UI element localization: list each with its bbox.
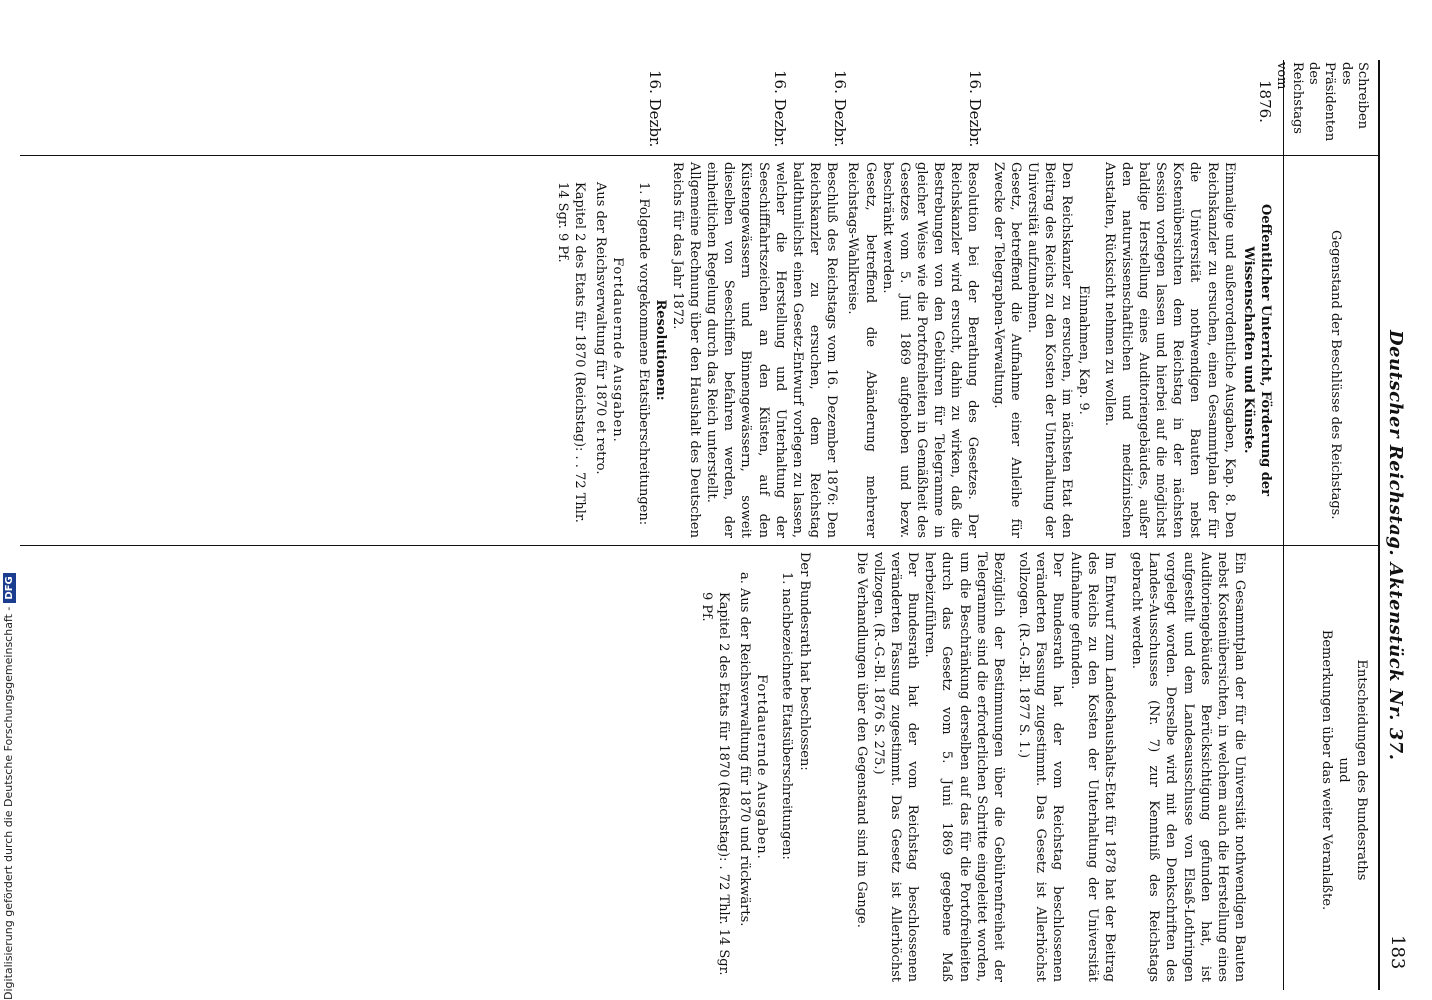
right-para-4: Bezüglich der Bestimmungen über die Gebührenfreiheit der Telegramme sind die erforderlichen Schritte eingeleitet worden, um die Beschränkung derselben auf das für die Portofreiheiten durch das Gesetz vom 5. Juni 1869 gegebene Maß herbeizuführen.	[922, 552, 1006, 982]
page-title: Deutscher Reichstag. Aktenstück Nr. 37.	[1385, 330, 1406, 761]
right-para-9: a. Aus der Reichsverwaltung für 1870 und rückwärts.	[737, 572, 753, 927]
header-rule	[1283, 60, 1284, 990]
middle-para-2: Den Reichskanzler zu ersuchen, im nächsten Etat den Beitrag des Reichs zu den Kosten der Unterhaltung der Universität aufzunehmen.	[1024, 162, 1075, 538]
middle-para-9: Aus der Reichsverwaltung für 1870 et retro.	[593, 182, 609, 475]
page-number: 183	[1387, 935, 1408, 970]
middle-heading-3: Resolutionen:	[652, 299, 668, 401]
col-header-3: Entscheidungen des Bundesraths und Bemerkungen über das weiter Veranlaßte.	[1318, 629, 1369, 911]
date-entry-1: 16. Dezbr.	[966, 70, 984, 148]
top-rule	[1378, 60, 1380, 990]
year-label: 1876.	[1256, 80, 1274, 123]
right-para-1: Ein Gesammtplan der für die Universität nothwendigen Bauten nebst Kostenübersichten, in welchem auch die Herstellung eines Auditoriengebäudes Berücksichtigung gefunden hat, ist aufgestellt und dem Landesausschusse von Elsaß-Lothringen vorgelegt worden. Derselbe wird mit den Denkschriften des Landes-Ausschusses (Nr. 7) zur Kenntniß des Reichstags gebracht werden.	[1129, 552, 1247, 982]
date-entry-4: 16. Dezbr.	[646, 70, 664, 148]
right-para-10: Kapitel 2 des Etats für 1870 (Reichstag): . 72 Thlr. 14 Sgr. 9 Pf.	[698, 592, 731, 976]
col-header-2: Gegenstand der Beschlüsse des Reichstags.	[1328, 230, 1343, 520]
middle-heading-2: Einnahmen, Kap. 9.	[1076, 285, 1092, 415]
middle-para-4: Resolution bei der Berathung des Gesetzes. Der Reichskanzler wird ersucht, dahin zu wirken, daß die Bestrebungen von den Gebühren für Telegramme in gleicher Weise wie die Portofreiheiten in Gemäßheit des Gesetzes vom 5. Juni 1869 aufgehoben und bezw. beschränkt werden.	[879, 162, 981, 538]
right-column	[698, 552, 1274, 982]
middle-para-6: Beschluß des Reichstags vom 16. Dezember 1876: Den Reichskanzler zu ersuchen, dem Reichstag baldthunlichst einen Gesetz-Entwurf vorlegen zu lassen, welcher die Herstellung und Unterhaltung der Seeschifffahrtszeichen an den Küsten, auf den Küstengewässern und Binnengewässern, soweit dieselben von Seeschiffen befahren werden, der einheitlichen Regelung durch das Reich unterstellt.	[704, 162, 840, 538]
middle-heading-4: Fortdauernde Ausgaben.	[610, 257, 626, 443]
middle-heading-1: Oeffentlicher Unterricht, Förderung der Wissenschaften und Künste.	[1240, 204, 1273, 496]
right-para-3: Der Bundesrath hat der vom Reichstag beschlossenen veränderten Fassung zugestimmt. Das Gesetz ist Allerhöchst vollzogen. (R.-G.-Bl. 1877 S. 1.)	[1016, 552, 1066, 982]
dfg-logo: DFG	[3, 573, 16, 602]
middle-para-1: Einmalige und außerordentliche Ausgaben, Kap. 8. Den Reichskanzler zu ersuchen, einen Gesammtplan der für die Universität nothwendigen Bauten nebst Kostenübersichten dem Reichstag in der nächsten Session vorlegen lassen und hierbei auf die möglichst baldige Herstellung eines Auditoriengebäudes, außer den naturwissenschaftlichen und medizinischen Anstalten, Rücksicht nehmen zu wollen.	[1101, 162, 1237, 538]
right-para-8: 1. nachbezeichnete Etatsüberschreitungen:	[779, 572, 795, 860]
middle-column	[554, 162, 1274, 538]
right-para-6: Die Verhandlungen über den Gegenstand sind im Gange.	[853, 552, 869, 928]
middle-para-10: Kapitel 2 des Etats für 1870 (Reichstag): . . 72 Thlr. 14 Sgr. 9 Pf.	[554, 182, 588, 523]
middle-para-7: Allgemeine Rechnung über den Haushalt des Deutschen Reichs für das Jahr 1872.	[669, 162, 702, 538]
col-divider-1	[20, 155, 1380, 156]
footer-text: Digitalisierung gefördert durch die Deutsche Forschungsgemeinschaft -	[2, 606, 15, 1000]
col-header-1: Schreiben des Präsidenten des Reichstags vom	[1273, 62, 1370, 142]
right-heading-1: Fortdauernde Ausgaben.	[754, 674, 770, 860]
digitization-footer	[2, 0, 22, 1000]
right-para-5: Der Bundesrath hat der vom Reichstag beschlossenen veränderten Fassung zugestimmt. Das Gesetz ist Allerhöchst vollzogen. (R.-G.-Bl. 1876 S. 275.)	[870, 552, 921, 982]
col-divider-2	[20, 545, 1380, 546]
right-para-7: Der Bundesrath hat beschlossen:	[796, 552, 812, 771]
middle-para-5: Gesetz, betreffend die Abänderung mehrerer Reichstags-Wahlkreise.	[845, 162, 878, 538]
date-entry-3: 16. Dezbr.	[771, 70, 789, 148]
middle-para-8: 1. Folgende vorgekommene Etatsüberschreitungen:	[635, 182, 651, 526]
middle-para-3: Gesetz, betreffend die Aufnahme einer Anleihe für Zwecke der Telegraphen-Verwaltung.	[990, 162, 1023, 538]
right-para-2: Im Entwurf zum Landeshaushalts-Etat für 1878 hat der Beitrag des Reichs zu den Kosten der Unterhaltung der Universität Aufnahme gefunden.	[1067, 552, 1117, 982]
date-entry-2: 16. Dezbr.	[831, 70, 849, 148]
